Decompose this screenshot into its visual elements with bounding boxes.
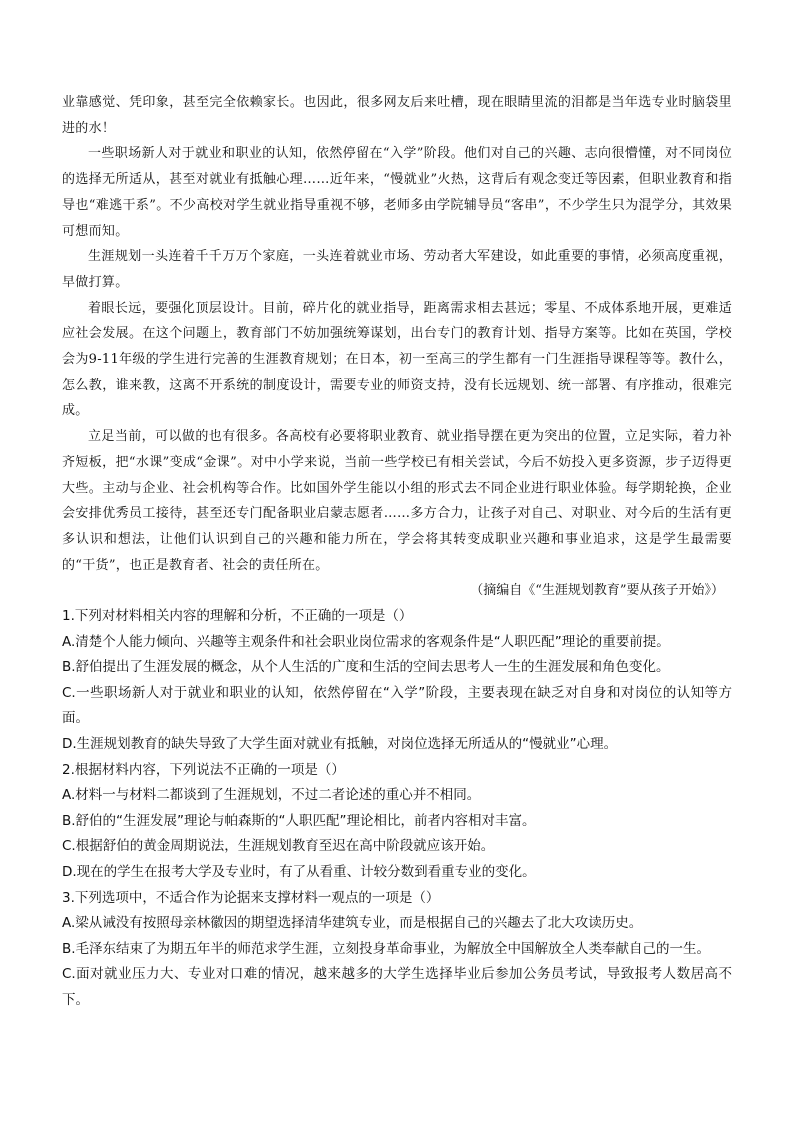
question-3-stem: 3.下列选项中，不适合作为论据来支撑材料一观点的一项是（） — [62, 889, 440, 906]
question-1-option-d: D.生涯规划教育的缺失导致了大学生面对就业有抵触，对岗位选择无所适从的“慢就业”心理。 — [62, 736, 618, 753]
question-2-stem: 2.根据材料内容，下列说法不正确的一项是（） — [62, 761, 345, 778]
question-1 — [62, 604, 732, 758]
question-1-option-c: C.一些职场新人对于就业和职业的认知，依然停留在“入学”阶段，主要表现在缺乏对自身和对岗位的认知等方面。 — [62, 684, 732, 727]
question-3 — [62, 886, 732, 1014]
passage-paragraph-1: 业靠感觉、凭印象，甚至完全依赖家长。也因此，很多网友后来吐槽，现在眼睛里流的泪都是当年选专业时脑袋里进的水！ — [62, 95, 732, 136]
question-3-option-b: B.毛泽东结束了为期五年半的师范求学生涯，立刻投身革命事业，为解放全中国解放全人类奉献自己的一生。 — [62, 940, 711, 957]
question-1-option-a: A.清楚个人能力倾向、兴趣等主观条件和社会职业岗位需求的客观条件是“人职匹配”理论的重要前提。 — [62, 633, 670, 650]
passage-paragraph-2: 一些职场新人对于就业和职业的认知，依然停留在“入学”阶段。他们对自己的兴趣、志向很懵懂，对不同岗位的选择无所适从，甚至对就业有抵触心理……近年来，“慢就业”火热，这背后有观念变迁等因素，但职业教育和指导也“难逃干系”。不少高校对学生就业指导重视不够，老师多由学院辅导员“客串”，不少学生只为混学分，其效果可想而知。 — [62, 146, 732, 239]
passage-paragraph-5: 立足当前，可以做的也有很多。各高校有必要将职业教育、就业指导摆在更为突出的位置，立足实际，着力补齐短板，把“水课”变成“金课”。对中小学来说，当前一些学校已有相关尝试，今后不妨投入更多资源，步子迈得更大些。主动与企业、社会机构等合作。比如国外学生能以小组的形式去不同企业进行职业体验。每学期轮换，企业会安排优秀员工接待，甚至还专门配备职业启蒙志愿者……多方合力，让孩子对自己、对职业、对今后的生活有更多认识和想法，让他们认识到自己的兴趣和能力所在，学会将其转变成职业兴趣和事业追求，这是学生最需要的“干货”，也正是教育者、社会的责任所在。 — [62, 429, 732, 573]
question-1-stem: 1.下列对材料相关内容的理解和分析，不正确的一项是（） — [62, 608, 413, 625]
question-1-option-b: B.舒伯提出了生涯发展的概念，从个人生活的广度和生活的空间去思考人一生的生涯发展和角色变化。 — [62, 659, 670, 676]
question-2-option-c: C.根据舒伯的黄金周期说法，生涯规划教育至迟在高中阶段就应该开始。 — [62, 838, 495, 855]
question-3-option-c: C.面对就业压力大、专业对口难的情况，越来越多的大学生选择毕业后参加公务员考试，导致报考人数居高不下。 — [62, 966, 732, 1008]
question-2-option-b: B.舒伯的“生涯发展”理论与帕森斯的“人职匹配”理论相比，前者内容相对丰富。 — [62, 812, 536, 829]
passage-paragraph-4: 着眼长远，要强化顶层设计。目前，碎片化的就业指导，距离需求相去甚远；零星、不成体系地开展，更难适应社会发展。在这个问题上，教育部门不妨加强统筹谋划，出台专门的教育计划、指导方案等。比如在英国，学校会为9-11年级的学生进行完善的生涯教育规划；在日本，初一至高三的学生都有一门生涯指导课程等等。教什么，怎么教，谁来教，这离不开系统的制度设计，需要专业的师资支持，没有长远规划、统一部署、有序推动，很难完成。 — [62, 300, 732, 419]
question-2 — [62, 758, 732, 886]
passage-source: （摘编自《“生涯规划教育”要从孩子开始》） — [470, 583, 724, 599]
passage-paragraph-3: 生涯规划一头连着千千万万个家庭，一头连着就业市场、劳动者大军建设，如此重要的事情，必须高度重视，早做打算。 — [62, 249, 732, 290]
question-2-option-a: A.材料一与材料二都谈到了生涯规划，不过二者论述的重心并不相同。 — [62, 787, 481, 804]
question-2-option-d: D.现在的学生在报考大学及专业时，有了从看重、计较分数到看重专业的变化。 — [62, 864, 536, 880]
question-3-option-a: A.梁从诫没有按照母亲林徽因的期望选择清华建筑专业，而是根据自己的兴趣去了北大攻读历史。 — [62, 915, 643, 932]
